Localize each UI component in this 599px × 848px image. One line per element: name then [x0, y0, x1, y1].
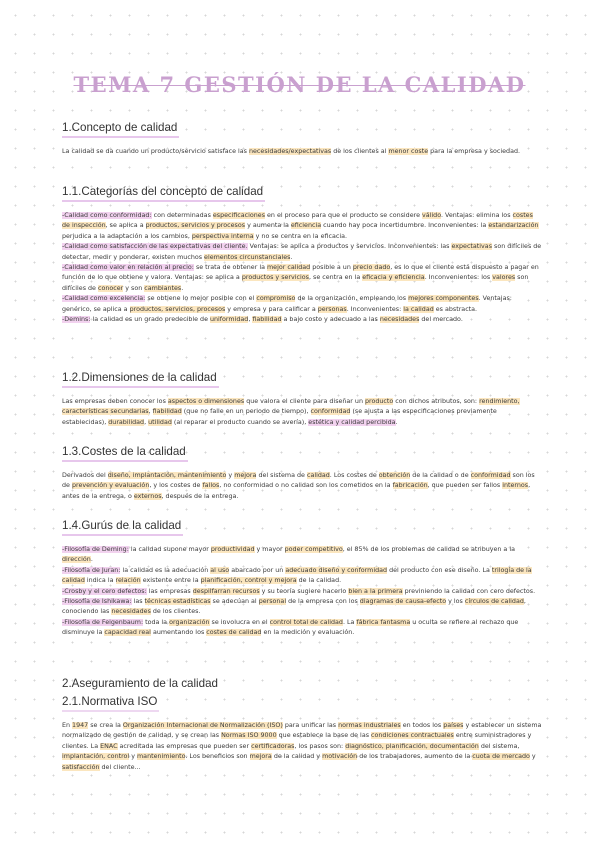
section-costes — [62, 440, 542, 502]
heading-aseguramiento: 2.Aseguramiento de la calidad — [62, 677, 218, 690]
list-item: -Filosofía de Feigenbaum: toda la organización se involucra en el control total de calidad. La fábrica fantasma u oculta se refiere al rechazo que disminuye la capacidad real aumentando los costes de calidad en la medición y evaluación. — [62, 618, 519, 637]
section-gurus — [62, 514, 542, 639]
list-item: -Crosby y el cero defectos: las empresas despilfarran recursos y su teoría sugiere hacerlo bien a la primera previniendo la calidad con cero defectos. — [62, 587, 536, 595]
list-item: -Calidad como conformidad: con determinadas especificaciones en el proceso para que el producto se considere válido. Ventajas: elimina los costes de inspección, se aplica a productos, servicios y procesos y aumenta la eficiencia cuando hay poca incertidumbre. Inconvenientes: la estandarización perjudica a la adaptación a los cambios, perspectiva interna y no se centra en la eficacia. — [62, 212, 539, 240]
paragraph-dimensiones: Las empresas deben conocer los aspectos o dimensiones que valora el cliente para diseñar un producto con dichos atributos, son: rendimiento, características secundarias, fiabilidad (que no falle en un periodo de tiempo), conformidad (se ajusta a las especificaciones previamente establecidas), durabilidad, utilidad (al reparar el producto cuando se avería), estética y calidad percibida. — [62, 398, 520, 426]
page-title: TEMA 7 GESTIÓN DE LA CALIDAD — [73, 72, 526, 97]
heading-categorias: 1.1.Categorías del concepto de calidad — [62, 184, 265, 202]
list-item: -Demins: la calidad es un grado predecible de uniformidad, fiabilidad a bajo costo y adecuado a las necesidades del mercado. — [62, 316, 463, 324]
section-aseguramiento — [62, 672, 542, 692]
list-item: -Calidad como excelencia: se obtiene lo mejor posible con el compromiso de la organización, empleando los mejores componentes. Ventajas: genérico, se aplica a productos, servicios, procesos y empresa y para calificar a personas. Inconvenientes: la calidad es abstracta. — [62, 295, 512, 313]
heading-gurus: 1.4.Gurús de la calidad — [62, 518, 183, 536]
section-concepto — [62, 116, 542, 157]
heading-costes: 1.3.Costes de la calidad — [62, 444, 188, 462]
list-item: -Filosofía de Deming: la calidad supone mayor productividad y mayor poder competitivo, el 85% de los problemas de calidad se atribuyen a la dirección. — [62, 546, 515, 564]
paragraph-costes: Derivados del diseño, implantación, mantenimiento y mejora del sistema de calidad. Los costes de obtención de la calidad o de conformidad son los de prevención y evaluación, y los costes de fallos, no conformidad o no calidad son los cometidos en la fabricación, que pueden ser fallos internos, antes de la entrega, o externos, después de la entrega. — [62, 472, 535, 500]
heading-dimensiones: 1.2.Dimensiones de la calidad — [62, 370, 219, 388]
heading-normativa-iso: 2.1.Normativa ISO — [62, 694, 159, 712]
list-item: -Filosofía de Ishikawa: las técnicas estadísticas se adecúan al personal de la empresa con los diagramas de causa-efecto y los círculos de calidad, conociendo las necesidades de los clientes. — [62, 598, 526, 616]
list-item: -Calidad como satisfacción de las expectativas del cliente. Ventajas: se aplica a productos y servicios. Inconvenientes: las expectativas son difíciles de detectar, medir y ponderar, existen muchos elementos circunstanciales. — [62, 243, 542, 261]
heading-concepto-de-calidad: 1.Concepto de calidad — [62, 120, 179, 138]
paragraph-concepto: La calidad se da cuando un producto/servicio satisface las necesidades/expectativas de los clientes al menor coste para la empresa y sociedad. — [62, 148, 521, 155]
paragraph-normativa-iso: En 1947 se crea la Organización Internacional de Normalización (ISO) para unificar las normas industriales en todos los países y establecer un sistema normalizado de gestión de calidad, y se crean las Normas ISO 9000 que establece la base de las condiciones contractuales entre suministradores y clientes. La ENAC acreditada las empresas que pueden ser certificadoras, los pasos son: diagnóstico, planificación, documentación del sistema, implantación, control y mantenimiento. Los beneficios son mejora de la calidad y motivación de los trabajadores, aumento de la cuota de mercado y satisfacción del cliente... — [62, 722, 542, 771]
list-item: -Calidad como valor en relación al precio: se trata de obtener la mejor calidad posible a un precio dado, es lo que el cliente está dispuesto a pagar en función de lo que obtiene y valora. Ventajas: se aplica a productos y servicios, se centra en la eficacia y eficiencia. Inconvenientes: los valores son difíciles de conocer y son cambiantes. — [62, 264, 539, 292]
section-normativa-iso — [62, 690, 542, 773]
section-dimensiones — [62, 366, 542, 428]
list-item: -Filosofía de Juran: la calidad es la adecuación al uso abarcado por un adecuado diseño y conformidad del producto con ese diseño. La trilogía de la calidad indica la relación existente entre la planificación, control y mejora de la calidad. — [62, 566, 532, 585]
section-categorias — [62, 180, 542, 325]
